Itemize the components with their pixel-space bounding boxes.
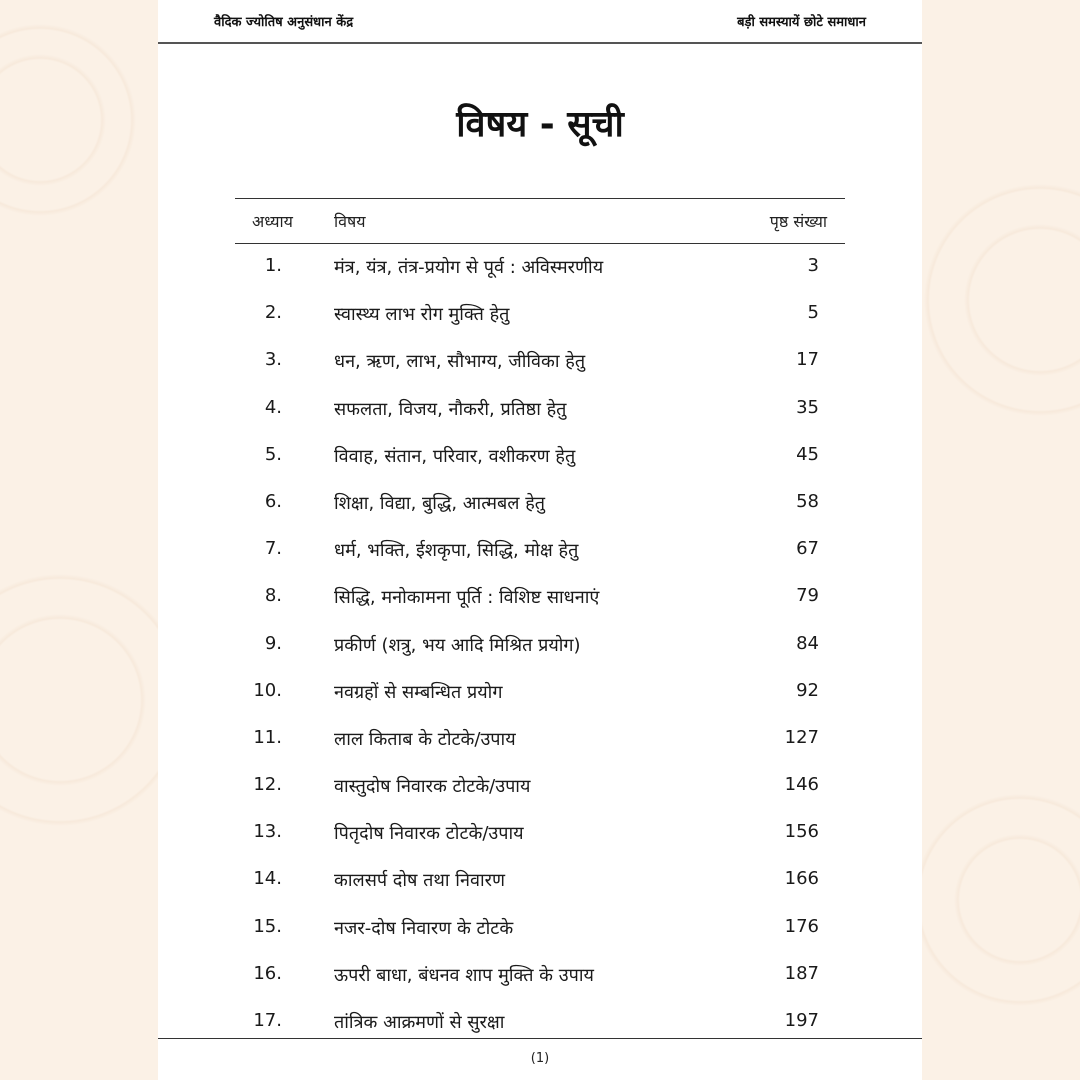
chapter-number: 8. (264, 585, 282, 607)
running-header (158, 0, 922, 44)
chapter-page: 45 (796, 443, 819, 465)
chapter-page: 197 (784, 1010, 819, 1031)
table-row (235, 810, 845, 857)
chapter-subject: कालसर्प दोष तथा निवारण (334, 870, 505, 892)
chapter-number: 5. (264, 443, 282, 465)
table-row (235, 574, 845, 621)
chapter-page: 187 (784, 962, 819, 984)
chapter-number: 6. (264, 490, 282, 512)
chapter-subject: नवग्रहों से सम्बन्धित प्रयोग (334, 681, 503, 703)
table-body (235, 244, 845, 1046)
chapter-page: 92 (796, 679, 819, 701)
chapter-number: 1. (264, 255, 282, 276)
chapter-number: 4. (264, 396, 282, 418)
table-row (235, 244, 845, 291)
column-header-subject: विषय (334, 212, 366, 231)
table-row (235, 386, 845, 433)
header-left-text: वैदिक ज्योतिष अनुसंधान केंद्र (214, 15, 354, 30)
table-row (235, 952, 845, 999)
chapter-subject: धर्म, भक्ति, ईशकृपा, सिद्धि, मोक्ष हेतु (334, 540, 579, 562)
chapter-number: 10. (253, 679, 282, 701)
page-number: (1) (530, 1051, 550, 1066)
table-row (235, 291, 845, 338)
table-row (235, 669, 845, 716)
chapter-page: 67 (796, 538, 819, 560)
table-row (235, 905, 845, 952)
chapter-number: 16. (253, 962, 282, 984)
chapter-subject: तांत्रिक आक्रमणों से सुरक्षा (334, 1012, 505, 1033)
chapter-page: 79 (796, 585, 819, 607)
header-right-text: बड़ी समस्यायें छोटे समाधान (737, 15, 866, 30)
chapter-subject: सिद्धि, मनोकामना पूर्ति : विशिष्ट साधनाएं (334, 587, 600, 609)
chapter-subject: स्वास्थ्य लाभ रोग मुक्ति हेतु (334, 304, 510, 326)
chapter-number: 17. (253, 1010, 282, 1031)
table-row (235, 763, 845, 810)
document-page (158, 0, 922, 1080)
table-of-contents (235, 198, 845, 1046)
chapter-number: 12. (253, 774, 282, 796)
chapter-subject: धन, ऋण, लाभ, सौभाग्य, जीविका हेतु (334, 351, 586, 373)
chapter-subject: मंत्र, यंत्र, तंत्र-प्रयोग से पूर्व : अविस्मरणीय (334, 257, 604, 278)
chapter-page: 176 (784, 915, 819, 937)
chapter-subject: सफलता, विजय, नौकरी, प्रतिष्ठा हेतु (334, 398, 567, 420)
chapter-number: 7. (264, 538, 282, 560)
chapter-page: 156 (784, 821, 819, 843)
table-header (235, 198, 845, 244)
table-row (235, 716, 845, 763)
chapter-subject: पितृदोष निवारक टोटके/उपाय (334, 823, 524, 845)
chapter-number: 14. (253, 868, 282, 890)
table-row (235, 433, 845, 480)
chapter-page: 17 (796, 349, 819, 371)
table-row (235, 857, 845, 904)
chapter-number: 2. (264, 302, 282, 324)
chapter-page: 127 (784, 726, 819, 748)
chapter-page: 166 (784, 868, 819, 890)
chapter-subject: लाल किताब के टोटके/उपाय (334, 728, 516, 750)
page-title: विषय - सूची (456, 104, 624, 145)
chapter-number: 15. (253, 915, 282, 937)
chapter-subject: नजर-दोष निवारण के टोटके (334, 917, 514, 939)
chapter-page: 35 (796, 396, 819, 418)
chapter-subject: शिक्षा, विद्या, बुद्धि, आत्मबल हेतु (334, 492, 546, 514)
chapter-subject: प्रकीर्ण (शत्रु, भय आदि मिश्रित प्रयोग) (334, 634, 581, 656)
chapter-number: 3. (264, 349, 282, 371)
chapter-page: 5 (807, 302, 819, 324)
chapter-page: 58 (796, 490, 819, 512)
chapter-number: 9. (264, 632, 282, 654)
chapter-page: 146 (784, 774, 819, 796)
column-header-chapter: अध्याय (252, 212, 293, 231)
chapter-number: 13. (253, 821, 282, 843)
footer-divider (158, 1038, 922, 1039)
chapter-page: 3 (807, 255, 819, 276)
column-header-page: पृष्ठ संख्या (769, 212, 827, 231)
chapter-subject: विवाह, संतान, परिवार, वशीकरण हेतु (334, 445, 576, 467)
chapter-number: 11. (253, 726, 282, 748)
table-row (235, 338, 845, 385)
table-row (235, 999, 845, 1046)
chapter-subject: ऊपरी बाधा, बंधनव शाप मुक्ति के उपाय (334, 964, 594, 986)
table-row (235, 480, 845, 527)
table-row (235, 622, 845, 669)
chapter-page: 84 (796, 632, 819, 654)
table-row (235, 527, 845, 574)
chapter-subject: वास्तुदोष निवारक टोटके/उपाय (334, 776, 531, 798)
